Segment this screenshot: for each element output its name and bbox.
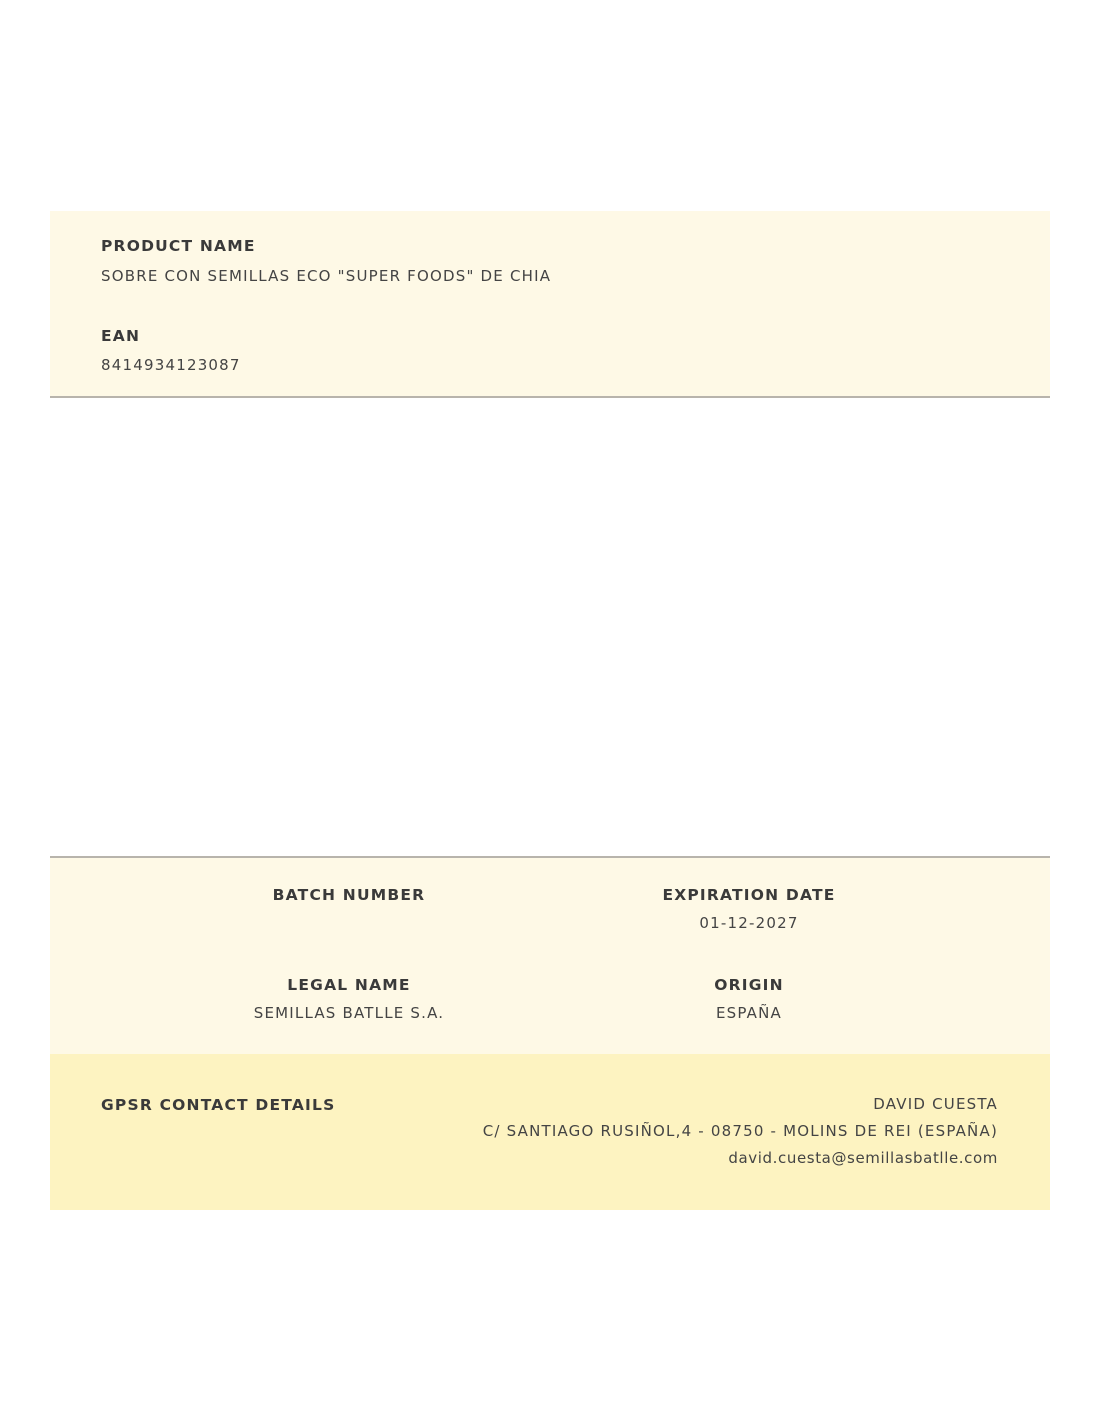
batch-number-label: BATCH NUMBER [272,886,426,904]
origin-label: ORIGIN [714,976,784,994]
batch-number-cell [149,886,549,932]
origin-value: ESPAÑA [715,1004,783,1022]
expiration-date-cell [549,886,949,932]
ean-value: 8414934123087 [101,356,241,374]
gpsr-contact-panel [50,1054,1050,1210]
product-name-value: SOBRE CON SEMILLAS ECO "SUPER FOODS" DE CHIA [101,267,552,285]
contact-address: C/ SANTIAGO RUSIÑOL,4 - 08750 - MOLINS DE REI (ESPAÑA) [482,1122,998,1140]
expiration-date-value: 01-12-2027 [699,914,799,932]
legal-name-value: SEMILLAS BATLLE S.A. [253,1004,445,1022]
gpsr-contact-label: GPSR CONTACT DETAILS [101,1096,336,1114]
ean-label: EAN [101,327,141,345]
product-info-panel [50,211,1050,398]
contact-details [483,1094,998,1175]
contact-name: DAVID CUESTA [873,1095,998,1113]
legal-name-cell [149,976,549,1022]
product-details-panel [50,856,1050,1056]
origin-cell [549,976,949,1022]
product-name-label: PRODUCT NAME [101,237,256,255]
batch-number-value [149,914,549,932]
expiration-date-label: EXPIRATION DATE [662,886,836,904]
legal-name-label: LEGAL NAME [287,976,411,994]
contact-email: david.cuesta@semillasbatlle.com [728,1149,998,1167]
